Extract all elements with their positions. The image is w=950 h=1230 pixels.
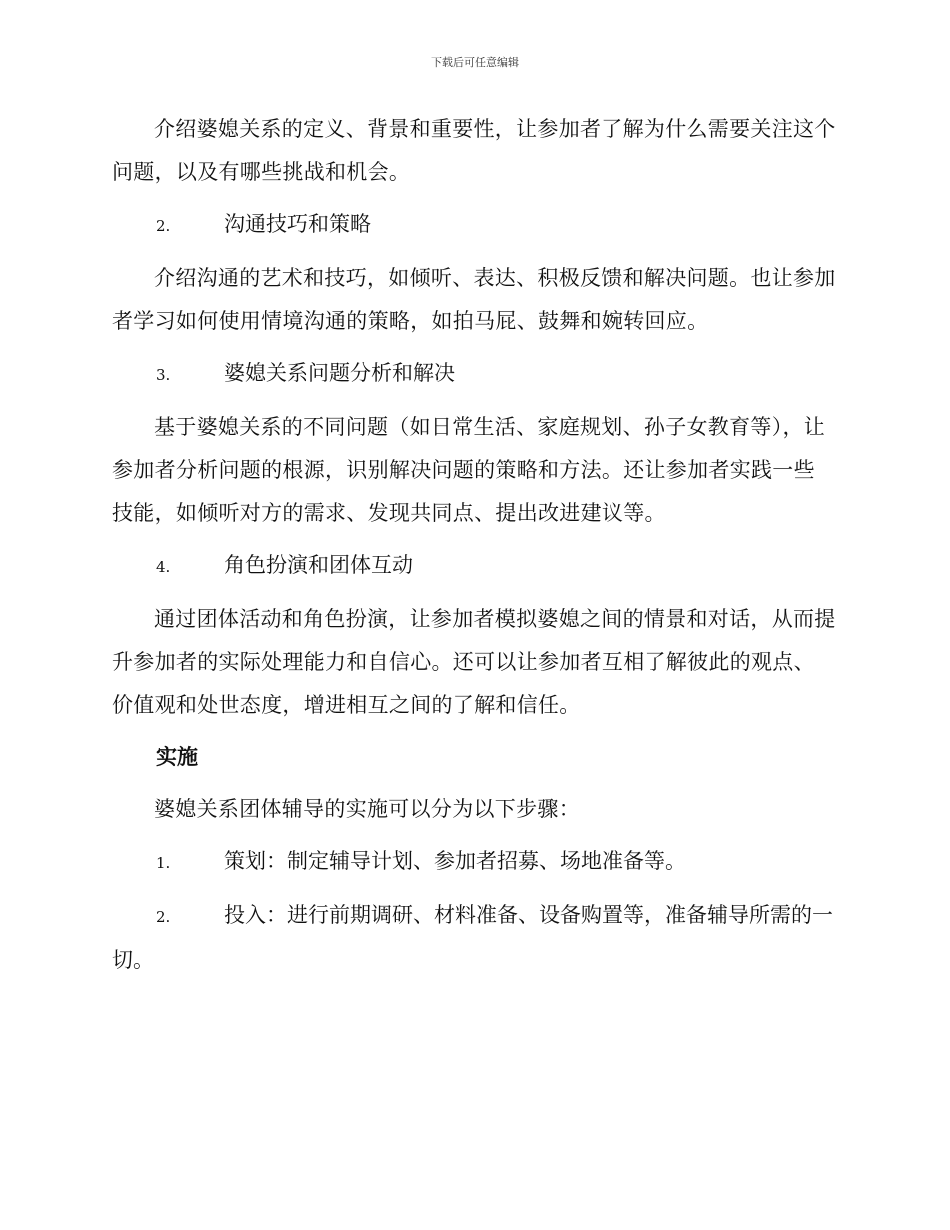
paragraph-role-play: 通过团体活动和角色扮演，让参加者模拟婆媳之间的情景和对话，从而提升参加者的实际处理能力和自信心。还可以让参加者互相了解彼此的观点、价值观和处世态度，增进相互之间的了解和信任。 bbox=[112, 607, 836, 717]
list-number: 2. bbox=[156, 908, 171, 926]
list-item-step-planning bbox=[112, 840, 836, 885]
paragraph-problem-analysis: 基于婆媳关系的不同问题（如日常生活、家庭规划、孙子女教育等），让参加者分析问题的根源，识别解决问题的策略和方法。还让参加者实践一些技能，如倾听对方的需求、发现共同点、提出改进建议等。 bbox=[112, 415, 826, 525]
paragraph-implementation-steps: 婆媳关系团体辅导的实施可以分为以下步骤： bbox=[154, 797, 580, 821]
list-item-problem-analysis bbox=[112, 352, 836, 397]
list-item-text: 角色扮演和团体互动 bbox=[224, 553, 413, 577]
list-item-text: 沟通技巧和策略 bbox=[224, 212, 371, 236]
document-body bbox=[112, 108, 836, 991]
paragraph-intro: 介绍婆媳关系的定义、背景和重要性，让参加者了解为什么需要关注这个问题，以及有哪些挑战和机会。 bbox=[112, 117, 836, 184]
list-item-text: 策划：制定辅导计划、参加者招募、场地准备等。 bbox=[224, 849, 686, 873]
list-number: 2. bbox=[156, 217, 171, 235]
list-item-role-play bbox=[112, 544, 836, 589]
paragraph-communication: 介绍沟通的艺术和技巧，如倾听、表达、积极反馈和解决问题。也让参加者学习如何使用情境沟通的策略，如拍马屁、鼓舞和婉转回应。 bbox=[112, 266, 836, 333]
page-header-note: 下载后可任意编辑 bbox=[431, 56, 519, 69]
list-item-text: 投入：进行前期调研、材料准备、设备购置等，准备辅导所需的一切。 bbox=[112, 903, 833, 972]
list-item-step-input bbox=[112, 894, 836, 982]
section-heading-implementation: 实施 bbox=[156, 745, 198, 769]
list-item-text: 婆媳关系问题分析和解决 bbox=[224, 361, 455, 385]
list-number: 4. bbox=[156, 558, 171, 576]
list-number: 3. bbox=[156, 366, 171, 384]
list-number: 1. bbox=[156, 854, 171, 872]
list-item-communication bbox=[112, 203, 836, 248]
